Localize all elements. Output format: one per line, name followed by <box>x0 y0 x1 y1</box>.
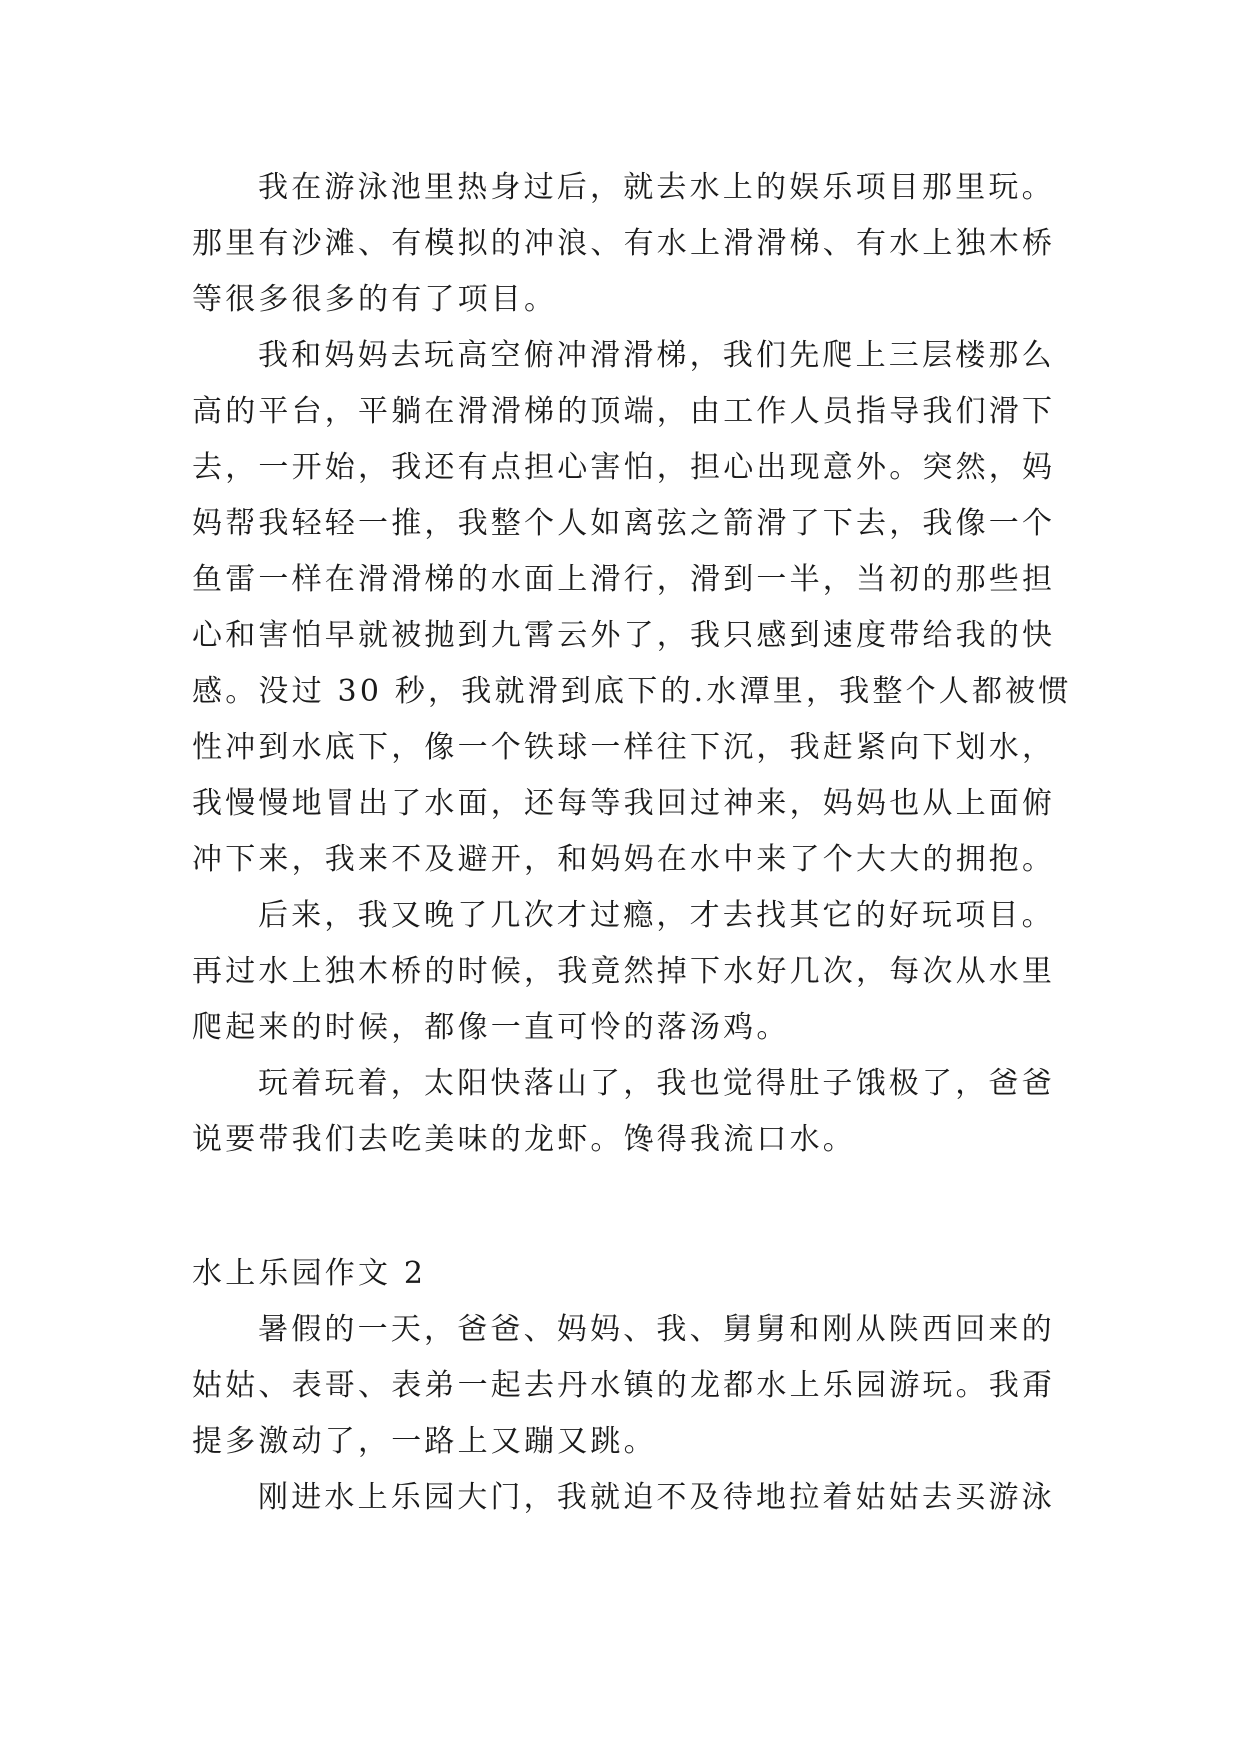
paragraph-line: 刚进水上乐园大门，我就迫不及待地拉着姑姑去买游泳 <box>258 1480 1055 1515</box>
paragraph-line: 性冲到水底下，像一个铁球一样往下沉，我赶紧向下划水， <box>192 730 1056 765</box>
paragraph-line: 爬起来的时候，都像一直可怜的落汤鸡。 <box>192 1010 790 1045</box>
paragraph-line: 姑姑、表哥、表弟一起去丹水镇的龙都水上乐园游玩。我甭 <box>192 1368 1056 1403</box>
paragraph-line: 我和妈妈去玩高空俯冲滑滑梯，我们先爬上三层楼那么 <box>258 338 1055 373</box>
paragraph-line: 妈帮我轻轻一推，我整个人如离弦之箭滑了下去，我像一个 <box>192 506 1056 541</box>
paragraph-line: 高的平台，平躺在滑滑梯的顶端，由工作人员指导我们滑下 <box>192 394 1056 429</box>
paragraph-line: 冲下来，我来不及避开，和妈妈在水中来了个大大的拥抱。 <box>192 842 1056 877</box>
paragraph-line: 我在游泳池里热身过后，就去水上的娱乐项目那里玩。 <box>258 170 1055 205</box>
paragraph-line: 玩着玩着，太阳快落山了，我也觉得肚子饿极了，爸爸 <box>258 1066 1055 1101</box>
paragraph-line: 再过水上独木桥的时候，我竟然掉下水好几次，每次从水里 <box>192 954 1056 989</box>
paragraph-line: 心和害怕早就被抛到九霄云外了，我只感到速度带给我的快 <box>192 618 1056 653</box>
paragraph-line: 后来，我又晚了几次才过瘾，才去找其它的好玩项目。 <box>258 898 1055 933</box>
paragraph-line: 提多激动了，一路上又蹦又跳。 <box>192 1424 657 1459</box>
section-heading: 水上乐园作文 2 <box>192 1256 427 1291</box>
paragraph-line: 暑假的一天，爸爸、妈妈、我、舅舅和刚从陕西回来的 <box>258 1312 1055 1347</box>
paragraph-line: 去，一开始，我还有点担心害怕，担心出现意外。突然，妈 <box>192 450 1056 485</box>
paragraph-line: 我慢慢地冒出了水面，还每等我回过神来，妈妈也从上面俯 <box>192 786 1056 821</box>
paragraph-line: 等很多很多的有了项目。 <box>192 282 558 317</box>
paragraph-line: 鱼雷一样在滑滑梯的水面上滑行，滑到一半，当初的那些担 <box>192 562 1056 597</box>
paragraph-line: 说要带我们去吃美味的龙虾。馋得我流口水。 <box>192 1122 856 1157</box>
paragraph-line: 感。没过 30 秒，我就滑到底下的.水潭里，我整个人都被惯 <box>192 674 1072 709</box>
paragraph-line: 那里有沙滩、有模拟的冲浪、有水上滑滑梯、有水上独木桥 <box>192 226 1056 261</box>
